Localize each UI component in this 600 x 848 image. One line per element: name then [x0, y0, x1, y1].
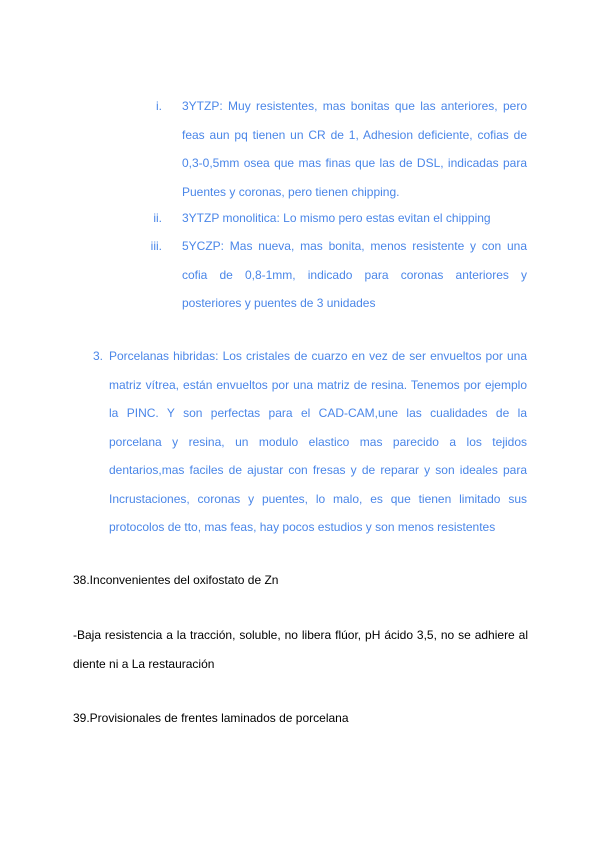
roman-marker: iii. — [150, 239, 162, 253]
roman-marker: ii. — [153, 211, 162, 225]
section-38-heading: 38.Inconvenientes del oxifostato de Zn — [73, 573, 279, 587]
roman-marker: i. — [156, 99, 162, 113]
section-39-heading: 39.Provisionales de frentes laminados de porcelana — [73, 711, 349, 725]
numbered-item-text: Porcelanas hibridas: Los cristales de cuarzo en vez de ser envueltos por una matriz vítrea, están envueltos por una matriz de resina. Tenemos por ejemplo la PINC. Y son perfectas para el CAD-CAM,une las cualidades de la porcelana y resina, un modulo elastico mas parecido a los tejidos dentarios,mas faciles de ajustar con fresas y de reparar y son ideales para Incrustaciones, coronas y puentes, lo malo, es que tienen limitado sus protocolos de tto, mas feas, hay pocos estudios y son menos resistentes — [109, 349, 527, 534]
numbered-marker: 3. — [92, 349, 103, 363]
section-38-body: -Baja resistencia a la tracción, soluble, no libera flúor, pH ácido 3,5, no se adhiere al diente ni a La restauración — [73, 628, 528, 671]
roman-item-text: 3YTZP monolitica: Lo mismo pero estas evitan el chipping — [182, 211, 491, 225]
roman-item-text: 3YTZP: Muy resistentes, mas bonitas que las anteriores, pero feas aun pq tienen un CR de 1, Adhesion deficiente, cofias de 0,3-0,5mm osea que mas finas que las de DSL, indicadas para Puentes y coronas, pero tienen chipping. — [182, 99, 527, 199]
roman-item-text: 5YCZP: Mas nueva, mas bonita, menos resistente y con una cofia de 0,8-1mm, indicado para coronas anteriores y posteriores y puentes de 3 unidades — [182, 239, 527, 310]
